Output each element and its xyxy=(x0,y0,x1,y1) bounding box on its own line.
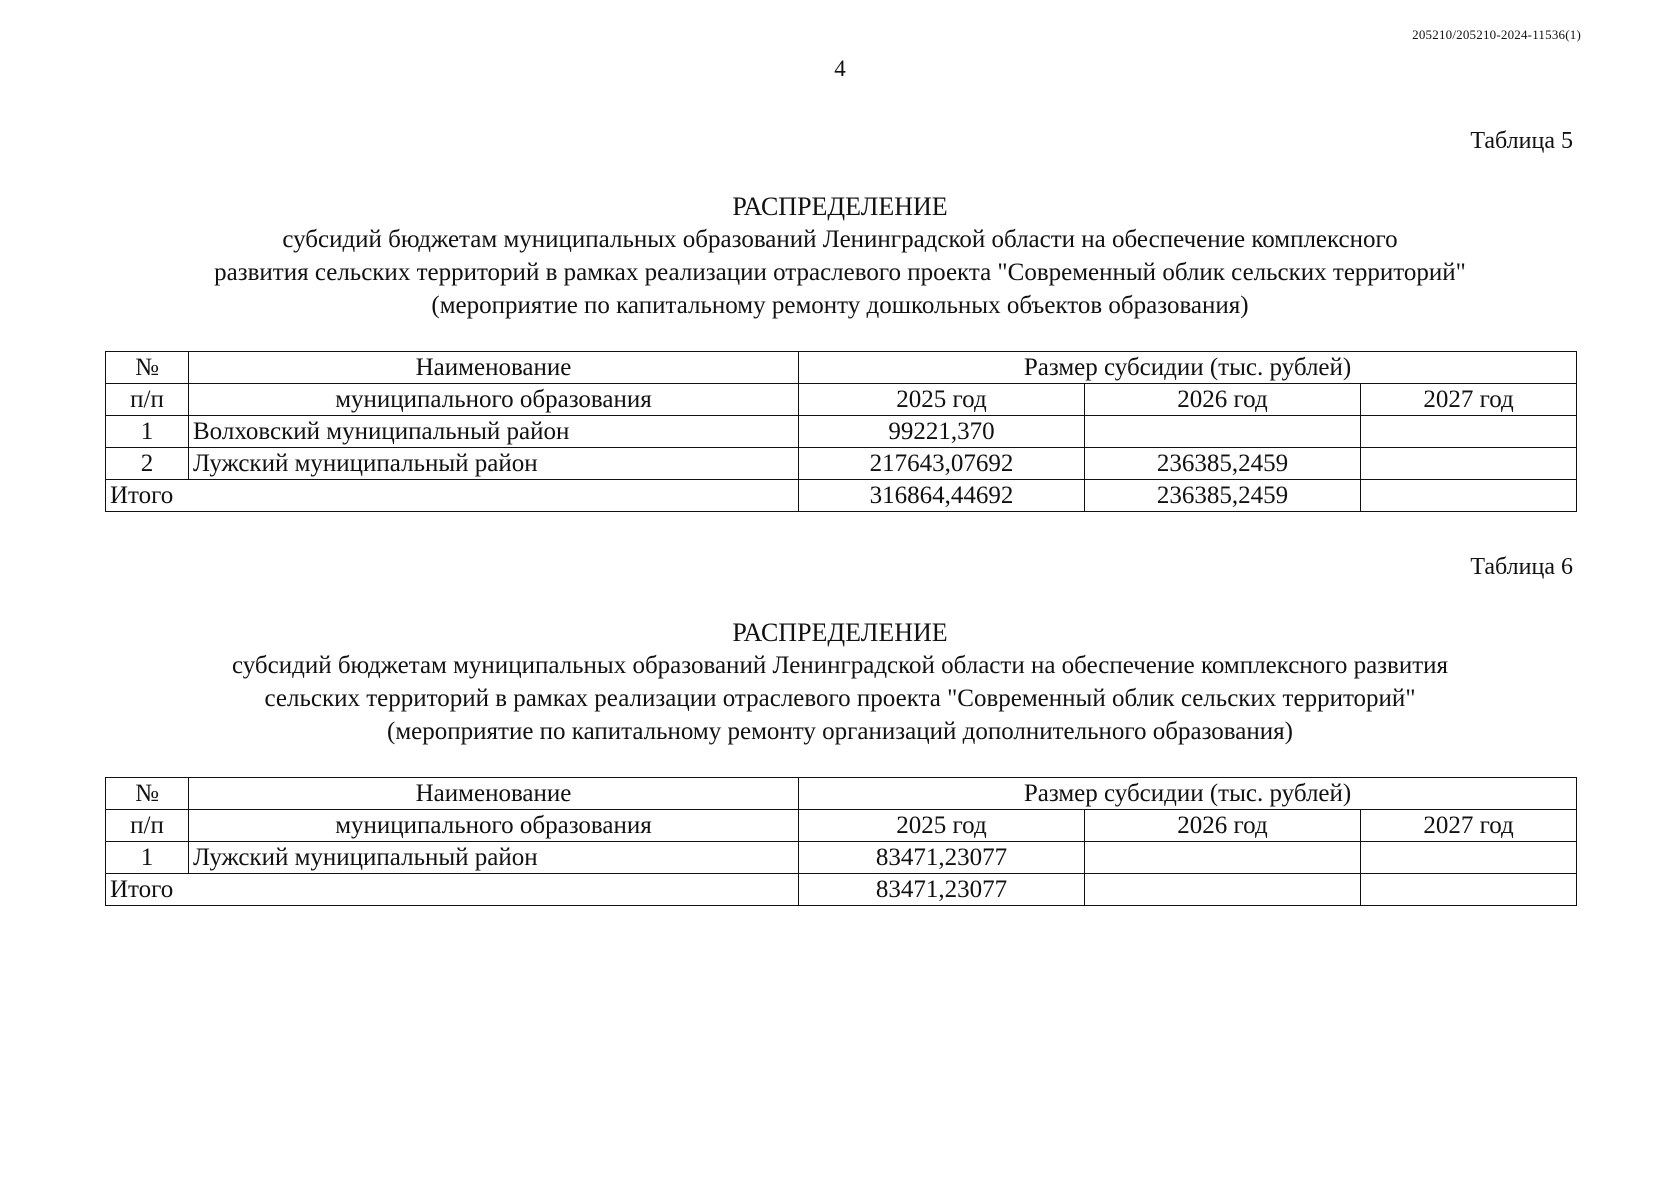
total-label: Итого xyxy=(106,480,799,512)
value-2027 xyxy=(1361,842,1577,874)
value-2025: 217643,07692 xyxy=(799,448,1085,480)
row-number: 2 xyxy=(106,448,189,480)
total-2025: 83471,23077 xyxy=(799,874,1085,906)
total-2027 xyxy=(1361,480,1577,512)
col-no-subheader: п/п xyxy=(106,810,189,842)
col-2027-header: 2027 год xyxy=(1361,384,1577,416)
table6-subtitle-line3: (мероприятие по капитальному ремонту организаций дополнительного образования) xyxy=(387,718,1293,745)
table6-header-row-1 xyxy=(106,778,1577,810)
total-row xyxy=(106,480,1577,512)
table5-header-row-1 xyxy=(106,352,1577,384)
col-2026-header: 2026 год xyxy=(1085,384,1361,416)
row-number: 1 xyxy=(106,842,189,874)
table-row xyxy=(106,448,1577,480)
total-row xyxy=(106,874,1577,906)
col-subsidy-header: Размер субсидии (тыс. рублей) xyxy=(799,352,1577,384)
table-row xyxy=(106,416,1577,448)
col-2025-header: 2025 год xyxy=(799,384,1085,416)
table6-title: РАСПРЕДЕЛЕНИЕ xyxy=(732,618,948,647)
page-number: 4 xyxy=(834,56,846,81)
table6-subtitle-line2: сельских территорий в рамках реализации отраслевого проекта "Современный облик сельских территорий" xyxy=(264,685,1416,712)
row-number: 1 xyxy=(106,416,189,448)
value-2025: 83471,23077 xyxy=(799,842,1085,874)
municipality-name: Волховский муниципальный район xyxy=(189,416,799,448)
value-2025: 99221,370 xyxy=(799,416,1085,448)
table5-subtitle-line2: развития сельских территорий в рамках реализации отраслевого проекта "Современный облик сельских территорий" xyxy=(214,259,1466,286)
table5-subtitle-line3: (мероприятие по капитальному ремонту дошкольных объектов образования) xyxy=(431,292,1249,319)
value-2027 xyxy=(1361,416,1577,448)
document-id: 205210/205210-2024-11536(1) xyxy=(1412,27,1581,42)
col-name-header: Наименование xyxy=(189,352,799,384)
table5-subtitle-line1: субсидий бюджетам муниципальных образований Ленинградской области на обеспечение комплексного xyxy=(282,226,1398,253)
col-2025-header: 2025 год xyxy=(799,810,1085,842)
table6-subtitle-line1: субсидий бюджетам муниципальных образований Ленинградской области на обеспечение комплексного развития xyxy=(231,652,1449,679)
total-2026: 236385,2459 xyxy=(1085,480,1361,512)
total-2025: 316864,44692 xyxy=(799,480,1085,512)
col-no-subheader: п/п xyxy=(106,384,189,416)
col-subsidy-header: Размер субсидии (тыс. рублей) xyxy=(799,778,1577,810)
table6-label: Таблица 6 xyxy=(1470,554,1573,580)
table5-title: РАСПРЕДЕЛЕНИЕ xyxy=(732,192,948,221)
table5 xyxy=(105,351,1577,512)
total-label: Итого xyxy=(106,874,799,906)
col-no-header: № xyxy=(106,352,189,384)
value-2026 xyxy=(1085,416,1361,448)
col-2026-header: 2026 год xyxy=(1085,810,1361,842)
table6-header-row-2 xyxy=(106,810,1577,842)
table6-heading xyxy=(0,616,1680,748)
col-name-subheader: муниципального образования xyxy=(189,384,799,416)
col-name-subheader: муниципального образования xyxy=(189,810,799,842)
municipality-name: Лужский муниципальный район xyxy=(189,448,799,480)
table6 xyxy=(105,777,1577,906)
value-2027 xyxy=(1361,448,1577,480)
col-name-header: Наименование xyxy=(189,778,799,810)
value-2026: 236385,2459 xyxy=(1085,448,1361,480)
total-2026 xyxy=(1085,874,1361,906)
table5-header-row-2 xyxy=(106,384,1577,416)
col-no-header: № xyxy=(106,778,189,810)
municipality-name: Лужский муниципальный район xyxy=(189,842,799,874)
table5-label: Таблица 5 xyxy=(1470,128,1573,154)
table5-heading xyxy=(0,190,1680,322)
total-2027 xyxy=(1361,874,1577,906)
table-row xyxy=(106,842,1577,874)
col-2027-header: 2027 год xyxy=(1361,810,1577,842)
value-2026 xyxy=(1085,842,1361,874)
